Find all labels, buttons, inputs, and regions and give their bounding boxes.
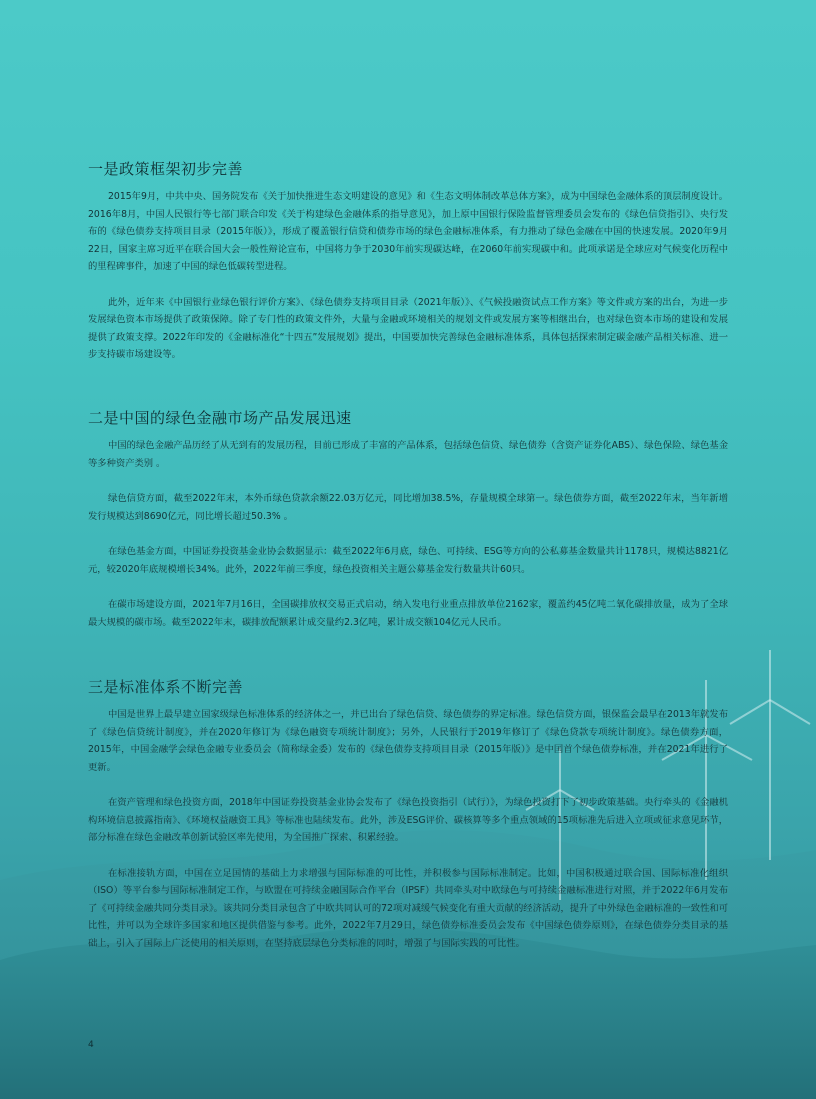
paragraph: 绿色信贷方面，截至2022年末，本外币绿色贷款余额22.03万亿元，同比增加38.5%，存量规模全球第一。绿色债券方面，截至2022年末，当年新增发行规模达到8690亿元，同比增长超过50.3% 。: [88, 493, 728, 522]
paragraph: 在绿色基金方面，中国证券投资基金业协会数据显示：截至2022年6月底，绿色、可持续、ESG等方向的公私募基金数量共计1178只，规模达8821亿元，较2020年底规模增长34%。此外，2022年前三季度，绿色投资相关主题公募基金发行数量共计60只。: [88, 546, 728, 575]
paragraph: 在标准接轨方面，中国在立足国情的基础上力求增强与国际标准的可比性，并积极参与国际标准制定。比如，中国积极通过联合国、国际标准化组织（ISO）等平台参与国际标准制定工作，与欧盟在可持续金融国际合作平台（IPSF）共同牵头对中欧绿色与可持续金融标准进行对照，并于2022年6月发布了《可持续金融共同分类目录》。该共同分类目录包含了中欧共同认可的72项对减缓气候变化有重大贡献的经济活动，提升了中外绿色金融标准的一致性和可比性，并可以为全球许多国家和地区提供借鉴与参考。此外，2022年7月29日，绿色债券标准委员会发布《中国绿色债券原则》，在绿色债券分类目录的基础上，引入了国际上广泛使用的相关原则，在坚持底层绿色分类标准的同时，增强了与国际实践的可比性。: [88, 867, 728, 949]
paragraph: 中国的绿色金融产品历经了从无到有的发展历程，目前已形成了丰富的产品体系，包括绿色信贷、绿色债券（含资产证券化ABS）、绿色保险、绿色基金等多种资产类别 。: [88, 440, 728, 469]
paragraph: 中国是世界上最早建立国家级绿色标准体系的经济体之一，并已出台了绿色信贷、绿色债券的界定标准。绿色信贷方面，银保监会最早在2013年就发布了《绿色信贷统计制度》，并在2020年修订为《绿色融资专项统计制度》；另外，人民银行于2019年修订了《绿色贷款专项统计制度》。绿色债券方面，2015年，中国金融学会绿色金融专业委员会（简称绿金委）发布的《绿色债券支持项目目录（2015年版）》是中国首个绿色债券标准，并在2021年进行了更新。: [88, 709, 728, 773]
paragraph: 在碳市场建设方面，2021年7月16日，全国碳排放权交易正式启动，纳入发电行业重点排放单位2162家，覆盖约45亿吨二氧化碳排放量，成为了全球最大规模的碳市场。截至2022年末，碳排放配额累计成交量约2.3亿吨，累计成交额104亿元人民币。: [88, 599, 728, 628]
section-heading: 三是标准体系不断完善: [88, 678, 244, 696]
paragraph: 在资产管理和绿色投资方面，2018年中国证券投资基金业协会发布了《绿色投资指引（试行）》，为绿色投资打下了初步政策基础。央行牵头的《金融机构环境信息披露指南》、《环境权益融资工具》等标准也陆续发布。此外，涉及ESG评价、碳核算等多个重点领域的15项标准先后进入立项或征求意见环节，部分标准在绿色金融改革创新试验区率先使用，为全国推广探索、积累经验。: [88, 797, 728, 843]
page-number: 4: [88, 1040, 94, 1050]
section-market-products: [88, 407, 728, 649]
section-heading: 二是中国的绿色金融市场产品发展迅速: [88, 409, 352, 427]
section-policy-framework: [88, 158, 728, 382]
section-heading: 一是政策框架初步完善: [88, 160, 244, 178]
section-standards: [88, 676, 728, 970]
paragraph: 2015年9月，中共中央、国务院发布《关于加快推进生态文明建设的意见》和《生态文明体制改革总体方案》，成为中国绿色金融体系的顶层制度设计。2016年8月，中国人民银行等七部门联合印发《关于构建绿色金融体系的指导意见》，加上原中国银行保险监督管理委员会发布的《绿色信贷指引》、央行发布的《绿色债券支持项目目录（2015年版）》，形成了覆盖银行信贷和债券市场的绿色金融标准体系，有力推动了绿色金融在中国的快速发展。2020年9月22日，国家主席习近平在联合国大会一般性辩论宣布，中国将力争于2030年前实现碳达峰，在2060年前实现碳中和。此项承诺是全球应对气候变化历程中的里程碑事件，加速了中国的绿色低碳转型进程。: [88, 191, 728, 272]
paragraph: 此外，近年来《中国银行业绿色银行评价方案》、《绿色债券支持项目目录（2021年版）》、《气候投融资试点工作方案》等文件或方案的出台，为进一步发展绿色资本市场提供了政策保障。除了专门性的政策文件外，大量与金融或环境相关的规划文件或发展方案等相继出台，也对绿色资本市场的建设和发展提供了政策支撑。2022年印发的《金融标准化“十四五”发展规划》提出，中国要加快完善绿色金融标准体系，具体包括探索制定碳金融产品相关标准、进一步支持碳市场建设等。: [88, 296, 728, 360]
